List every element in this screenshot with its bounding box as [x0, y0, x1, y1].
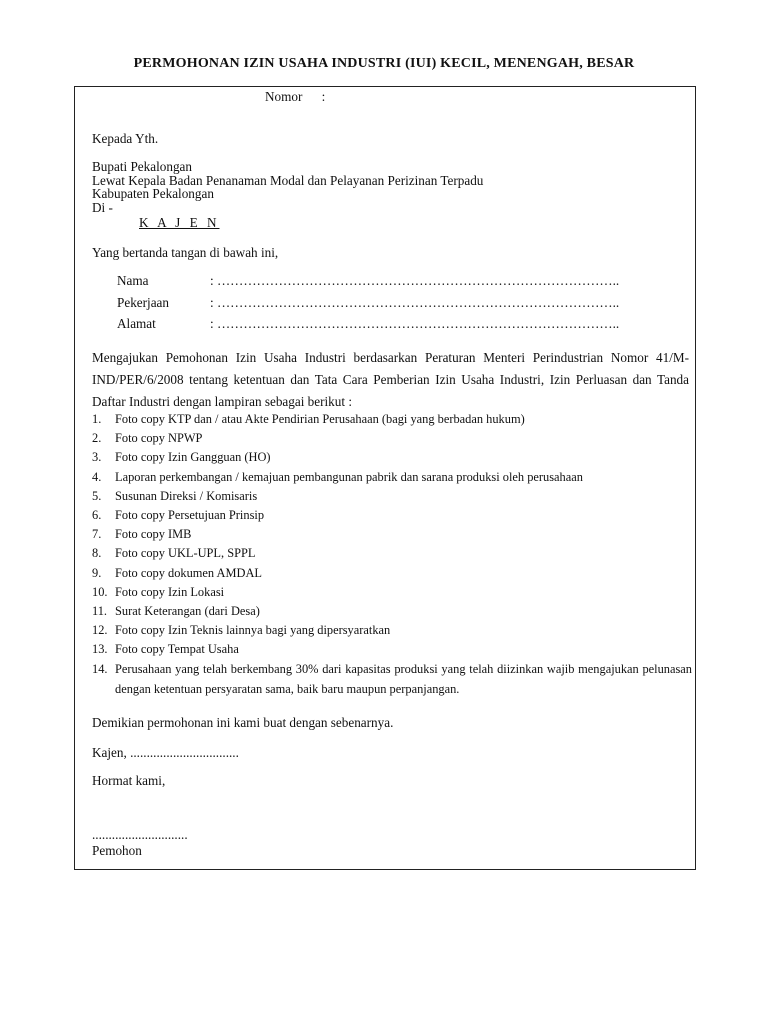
field-label: Nama — [117, 273, 149, 288]
list-item — [92, 640, 692, 659]
item-number: 13. — [92, 642, 108, 657]
place-date-line: Kajen, ................................. — [92, 745, 239, 760]
list-item — [92, 525, 692, 544]
list-item — [92, 487, 692, 506]
item-number: 9. — [92, 565, 102, 580]
attachment-list — [92, 410, 692, 699]
item-text: Foto copy Persetujuan Prinsip — [115, 507, 265, 522]
list-item — [92, 564, 692, 583]
field-value: : ……………………………………………………………………………….. — [210, 316, 620, 331]
item-number: 10. — [92, 584, 108, 599]
field-value: : ……………………………………………………………………………….. — [210, 273, 620, 288]
regards-text: Hormat kami, — [92, 773, 166, 788]
recipient-address — [92, 160, 483, 214]
item-text: Perusahaan yang telah berkembang 30% dari kapasitas produksi yang telah diizinkan wajib mengajukan pelunasan dengan ketentuan persyaratan sama, baik baru maupun perpanjangan. — [115, 662, 692, 697]
item-text: Foto copy Izin Teknis lainnya bagi yang dipersyaratkan — [115, 623, 391, 638]
list-item — [92, 621, 692, 640]
item-number: 4. — [92, 469, 102, 484]
item-number: 5. — [92, 488, 102, 503]
signer-label: Pemohon — [92, 843, 142, 858]
nomor-line — [265, 89, 325, 105]
closing-statement: Demikian permohonan ini kami buat dengan sebenarnya. — [92, 715, 394, 730]
list-item — [92, 602, 692, 621]
item-text: Surat Keterangan (dari Desa) — [115, 603, 260, 618]
address-line: Bupati Pekalongan — [92, 159, 192, 174]
field-label: Alamat — [117, 316, 156, 331]
item-text: Foto copy dokumen AMDAL — [115, 565, 262, 580]
list-item — [92, 659, 692, 699]
item-text: Foto copy Tempat Usaha — [115, 642, 239, 657]
item-text: Foto copy IMB — [115, 527, 192, 542]
field-pekerjaan — [117, 295, 619, 311]
field-alamat — [117, 316, 619, 332]
item-number: 3. — [92, 450, 102, 465]
intro-text: Yang bertanda tangan di bawah ini, — [92, 245, 279, 260]
list-item — [92, 468, 692, 487]
item-text: Foto copy NPWP — [115, 431, 203, 446]
list-item — [92, 506, 692, 525]
item-number: 14. — [92, 662, 108, 677]
salutation: Kepada Yth. — [92, 131, 159, 146]
list-item — [92, 544, 692, 563]
list-item — [92, 583, 692, 602]
item-number: 2. — [92, 431, 102, 446]
item-text: Foto copy Izin Lokasi — [115, 584, 225, 599]
field-label: Pekerjaan — [117, 295, 169, 310]
item-text: Foto copy KTP dan / atau Akte Pendirian Perusahaan (bagi yang berbadan hukum) — [115, 412, 525, 426]
application-paragraph: Mengajukan Pemohonan Izin Usaha Industri berdasarkan Peraturan Menteri Perindustrian Nomor 41/M-IND/PER/6/2008 tentang ketentuan dan Tata Cara Pemberian Izin Usaha Industri, Izin Perluasan dan Tanda Daftar Industri dengan lampiran sebagai berikut : — [92, 350, 689, 409]
field-nama — [117, 273, 619, 289]
nomor-label: Nomor — [265, 89, 303, 104]
item-number: 11. — [92, 603, 108, 618]
document-title: PERMOHONAN IZIN USAHA INDUSTRI (IUI) KECIL, MENENGAH, BESAR — [133, 56, 635, 71]
list-item — [92, 429, 692, 448]
field-value: : ……………………………………………………………………………….. — [210, 295, 620, 310]
signature-line: ............................. — [92, 827, 188, 842]
city-name: K A J E N — [139, 215, 220, 230]
item-text: Foto copy UKL-UPL, SPPL — [115, 546, 256, 561]
list-item — [92, 448, 692, 467]
item-text: Foto copy Izin Gangguan (HO) — [115, 450, 271, 465]
list-item — [92, 410, 692, 429]
item-number: 1. — [92, 412, 102, 426]
item-number: 12. — [92, 623, 108, 638]
item-text: Laporan perkembangan / kemajuan pembangunan pabrik dan sarana produksi oleh perusahaan — [115, 469, 583, 484]
address-line: Kabupaten Pekalongan — [92, 186, 214, 201]
address-line: Di - — [92, 199, 113, 215]
nomor-colon: : — [321, 89, 326, 104]
item-number: 7. — [92, 527, 102, 542]
item-number: 6. — [92, 507, 102, 522]
item-text: Susunan Direksi / Komisaris — [115, 488, 258, 503]
item-number: 8. — [92, 546, 102, 561]
address-line: Lewat Kepala Badan Penanaman Modal dan Pelayanan Perizinan Terpadu — [92, 172, 484, 188]
form-frame — [74, 86, 696, 870]
